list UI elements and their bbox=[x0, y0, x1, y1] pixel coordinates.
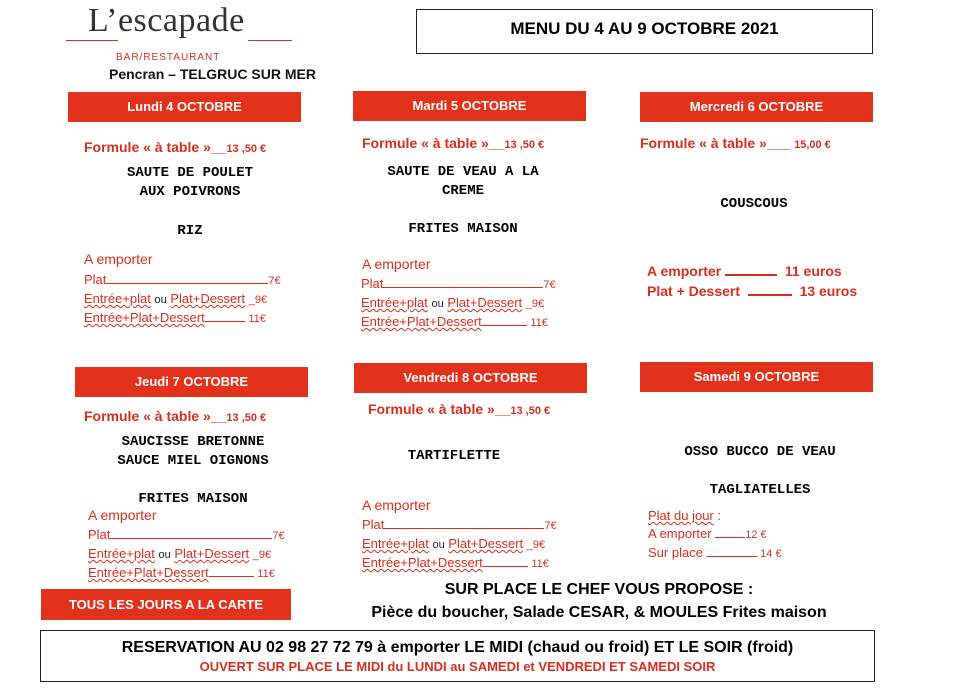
chef-proposal: SUR PLACE LE CHEF VOUS PROPOSE : Pièce du boucher, Salade CESAR, & MOULES Frites maison bbox=[371, 581, 827, 621]
emporter-vendredi: A emporter bbox=[362, 497, 431, 513]
logo-subtitle: BAR/RESTAURANT bbox=[116, 52, 221, 63]
formule-mardi: Formule « à table »__13 ,50 € bbox=[362, 135, 545, 151]
day-header-mercredi: Mercredi 6 OCTOBRE bbox=[640, 92, 873, 122]
dish-mardi: SAUTE DE VEAU A LA CREME bbox=[387, 164, 539, 199]
dish-vendredi: TARTIFLETTE bbox=[407, 448, 501, 464]
menu-title: MENU DU 4 AU 9 OCTOBRE 2021 bbox=[510, 19, 779, 38]
side-mardi: FRITES MAISON bbox=[408, 221, 518, 237]
logo-text: L’escapade bbox=[88, 2, 245, 39]
logo bbox=[66, 0, 294, 62]
reservation-line: RESERVATION AU 02 98 27 72 79 à emporter LE MIDI (chaud ou froid) ET LE SOIR (froid) bbox=[121, 639, 794, 656]
side-lundi: RIZ bbox=[177, 223, 203, 239]
prices-vendredi: Plat 7€ Entrée+plat ou Plat+Dessert _9€ Entrée+Plat+Dessert 11€ bbox=[362, 517, 557, 570]
carte-badge: TOUS LES JOURS A LA CARTE bbox=[41, 589, 291, 620]
prices-lundi: Plat 7€ Entrée+plat ou Plat+Dessert _9€ Entrée+Plat+Dessert 11€ bbox=[84, 272, 281, 325]
formule-vendredi: Formule « à table »__13 ,50 € bbox=[368, 401, 551, 417]
logo-rule-right bbox=[248, 40, 292, 41]
opening-hours: OUVERT SUR PLACE LE MIDI du LUNDI au SAMEDI et VENDREDI ET SAMEDI SOIR bbox=[199, 659, 716, 674]
day-header-mardi: Mardi 5 OCTOBRE bbox=[353, 91, 586, 121]
emporter-jeudi: A emporter bbox=[88, 507, 157, 523]
side-jeudi: FRITES MAISON bbox=[138, 491, 248, 507]
dish-samedi: OSSO BUCCO DE VEAU bbox=[684, 444, 836, 460]
logo-rule-left bbox=[66, 40, 118, 41]
day-header-vendredi: Vendredi 8 OCTOBRE bbox=[354, 363, 587, 393]
side-samedi: TAGLIATELLES bbox=[709, 482, 811, 498]
emporter-mardi: A emporter bbox=[362, 256, 431, 272]
prices-samedi: Plat du jour : A emporter 12 € Sur place 14 € bbox=[648, 508, 782, 560]
location: Pencran – TELGRUC SUR MER bbox=[109, 66, 316, 82]
dish-mercredi: COUSCOUS bbox=[720, 196, 788, 212]
prices-jeudi: Plat 7€ Entrée+plat ou Plat+Dessert _9€ Entrée+Plat+Dessert 11€ bbox=[88, 527, 285, 580]
formule-mercredi: Formule « à table »___ 15,00 € bbox=[640, 135, 831, 151]
prices-mardi: Plat 7€ Entrée+plat ou Plat+Dessert _9€ Entrée+Plat+Dessert 11€ bbox=[361, 276, 556, 329]
day-header-samedi: Samedi 9 OCTOBRE bbox=[640, 362, 873, 392]
menu-title-box bbox=[416, 9, 873, 54]
dish-jeudi: SAUCISSE BRETONNE SAUCE MIEL OIGNONS bbox=[117, 434, 269, 469]
formule-lundi: Formule « à table »__13 ,50 € bbox=[84, 139, 267, 155]
day-header-lundi: Lundi 4 OCTOBRE bbox=[68, 92, 301, 122]
footer-box bbox=[40, 630, 875, 682]
prices-mercredi: A emporter 11 euros Plat + Dessert 13 euros bbox=[647, 263, 858, 299]
dish-lundi: SAUTE DE POULET AUX POIVRONS bbox=[126, 165, 254, 200]
formule-jeudi: Formule « à table »__13 ,50 € bbox=[84, 408, 267, 424]
day-header-jeudi: Jeudi 7 OCTOBRE bbox=[75, 367, 308, 397]
emporter-lundi: A emporter bbox=[84, 251, 153, 267]
